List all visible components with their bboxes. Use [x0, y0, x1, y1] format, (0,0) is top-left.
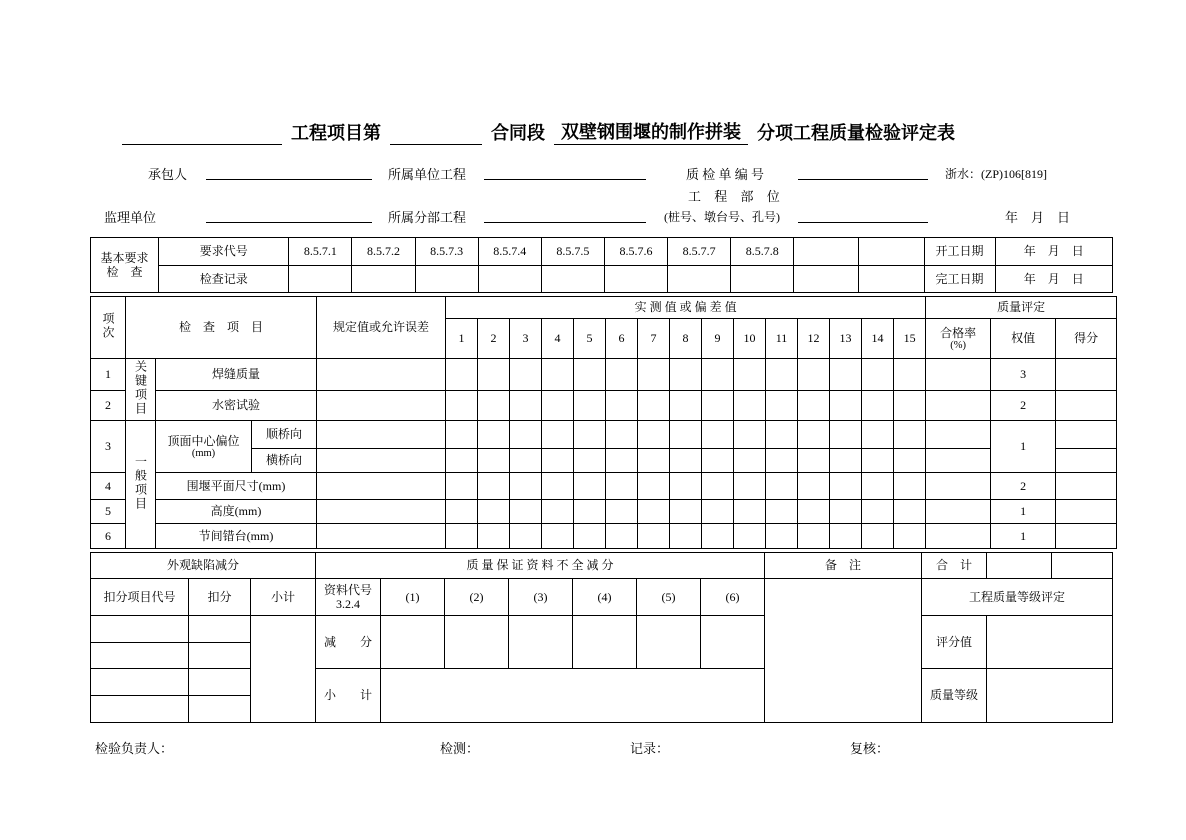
- measure-cell: [766, 473, 798, 500]
- empty-cell: [289, 266, 352, 293]
- sub-item-cell: 横桥向: [252, 449, 317, 473]
- grade-label: 质量等级: [922, 669, 987, 723]
- measure-cell: [734, 473, 766, 500]
- item-line2: (mm): [191, 447, 216, 459]
- measure-cell: [734, 500, 766, 524]
- measure-cell: [830, 524, 862, 549]
- row-no: 3: [91, 421, 126, 473]
- data-col-header: (2): [445, 579, 509, 616]
- data-code-line2: 3.2.4: [336, 597, 361, 611]
- col-header: 13: [830, 319, 862, 359]
- measure-cell: [638, 391, 670, 421]
- measure-cell: [478, 421, 510, 449]
- score-cell: [1056, 500, 1117, 524]
- start-date-value: 年 月 日: [995, 238, 1112, 266]
- deduct-code-cell: [91, 696, 189, 723]
- spec-header: 规定值或允许误差: [317, 297, 446, 359]
- subtotal2-label: 小 计: [316, 669, 381, 723]
- data-col-header: (6): [701, 579, 765, 616]
- start-date-label: 开工日期: [924, 238, 995, 266]
- item-cell: 焊缝质量: [156, 359, 317, 391]
- inspector-label: 检验负责人：: [95, 741, 174, 756]
- measure-cell: [478, 391, 510, 421]
- measure-cell: [734, 359, 766, 391]
- data-col-header: (4): [573, 579, 637, 616]
- measure-cell: [446, 391, 478, 421]
- empty-cell: [794, 266, 859, 293]
- col-header: 15: [894, 319, 926, 359]
- measure-cell: [670, 524, 702, 549]
- measure-cell: [638, 421, 670, 449]
- pass-rate-cell: [926, 359, 991, 391]
- measure-cell: [894, 421, 926, 449]
- measure-cell: [670, 421, 702, 449]
- no-header-text: 项次: [101, 311, 115, 340]
- empty-cell: [731, 266, 794, 293]
- measure-cell: [798, 421, 830, 449]
- project-part-label: 工 程 部 位: [688, 189, 785, 204]
- unit-project-label: 所属单位工程: [388, 167, 467, 182]
- date-label: 年 月 日: [1005, 210, 1071, 225]
- measure-cell: [510, 391, 542, 421]
- code-row-label: 要求代号: [159, 238, 289, 266]
- tester-label: 检测：: [440, 741, 480, 756]
- col-header: 7: [638, 319, 670, 359]
- grade-cell: [987, 669, 1113, 723]
- minus-label: 减 分: [316, 616, 381, 669]
- pass-rate-cell: [926, 524, 991, 549]
- measure-cell: [478, 449, 510, 473]
- measure-cell: [862, 359, 894, 391]
- col-header: 1: [446, 319, 478, 359]
- measure-cell: [798, 500, 830, 524]
- category-key: [126, 359, 156, 421]
- measure-cell: [734, 449, 766, 473]
- division-project-label: 所属分部工程: [388, 210, 467, 225]
- minus-cell: [445, 616, 509, 669]
- data-col-header: (5): [637, 579, 701, 616]
- measure-cell: [830, 500, 862, 524]
- blank-underline: [390, 124, 482, 145]
- deduct-header: 扣分: [189, 579, 251, 616]
- empty-cell: [859, 266, 924, 293]
- appearance-deduct-label: 外观缺陷减分: [91, 553, 316, 579]
- measure-cell: [606, 359, 638, 391]
- qc-no-label: 质 检 单 编 号: [686, 167, 765, 182]
- item-cell: 高度(mm): [156, 500, 317, 524]
- basic-label-line1: 基本要求: [100, 250, 149, 265]
- pass-rate-header: [926, 319, 991, 359]
- measure-cell: [542, 473, 574, 500]
- measure-cell: [606, 449, 638, 473]
- measure-cell: [766, 500, 798, 524]
- stake-label: (桩号、墩台号、孔号): [664, 210, 780, 224]
- measure-cell: [606, 524, 638, 549]
- score-cell: [1056, 421, 1117, 449]
- data-code-header: [316, 579, 381, 616]
- measure-cell: [510, 421, 542, 449]
- doc-code: 浙水：(ZP)106[819]: [945, 167, 1047, 181]
- form-title: [122, 118, 964, 145]
- measure-cell: [606, 500, 638, 524]
- measure-cell: [574, 500, 606, 524]
- no-header: [91, 297, 126, 359]
- col-header: 9: [702, 319, 734, 359]
- basic-check-label: [91, 238, 159, 293]
- empty-cell: [478, 266, 541, 293]
- measure-cell: [862, 391, 894, 421]
- blank-underline: [122, 124, 282, 145]
- pass-rate-cell: [926, 421, 991, 449]
- measure-cell: [574, 449, 606, 473]
- weight-cell: 2: [991, 473, 1056, 500]
- col-header: 6: [606, 319, 638, 359]
- weight-cell: 1: [991, 500, 1056, 524]
- minus-cell: [701, 616, 765, 669]
- minus-cell: [509, 616, 573, 669]
- item-cell: 水密试验: [156, 391, 317, 421]
- pass-rate-cell: [926, 473, 991, 500]
- deduct-code-cell: [91, 669, 189, 696]
- measure-cell: [638, 359, 670, 391]
- measure-cell: [670, 449, 702, 473]
- measure-cell: [766, 421, 798, 449]
- spec-cell: [317, 391, 446, 421]
- measure-cell: [734, 524, 766, 549]
- measure-cell: [894, 359, 926, 391]
- spec-cell: [317, 359, 446, 391]
- measure-cell: [862, 524, 894, 549]
- deduct-code-cell: [91, 643, 189, 669]
- measure-cell: [670, 391, 702, 421]
- title-part1: 工程项目第: [291, 123, 381, 143]
- empty-cell: [859, 238, 924, 266]
- pass-rate-cell: [926, 391, 991, 421]
- empty-cell: [352, 266, 415, 293]
- measure-cell: [542, 524, 574, 549]
- measure-cell: [766, 391, 798, 421]
- measure-cell: [446, 359, 478, 391]
- col-header: 8: [670, 319, 702, 359]
- basic-check-table: [90, 237, 1113, 293]
- score-cell: [1056, 391, 1117, 421]
- total-label: 合 计: [922, 553, 987, 579]
- measure-cell: [446, 449, 478, 473]
- measure-cell: [798, 359, 830, 391]
- item-line1: 顶面中心偏位: [167, 433, 240, 448]
- qc-no-blank: [798, 164, 928, 180]
- col-header: 14: [862, 319, 894, 359]
- row-no: 6: [91, 524, 126, 549]
- measure-cell: [446, 500, 478, 524]
- category-key-text: 关键项目: [133, 359, 148, 416]
- subtotal-cell: [251, 616, 316, 723]
- empty-cell: [668, 266, 731, 293]
- measure-cell: [542, 359, 574, 391]
- reviewer-label: 复核：: [850, 741, 890, 756]
- measure-cell: [798, 524, 830, 549]
- weight-cell: 1: [991, 421, 1056, 473]
- minus-cell: [573, 616, 637, 669]
- inspection-table: [90, 296, 1117, 549]
- eval-header: 质量评定: [926, 297, 1117, 319]
- measure-cell: [894, 500, 926, 524]
- measure-cell: [542, 449, 574, 473]
- req-code: 8.5.7.1: [289, 238, 352, 266]
- score-value-label: 评分值: [922, 616, 987, 669]
- score-header: 得分: [1056, 319, 1117, 359]
- measure-cell: [542, 391, 574, 421]
- item-cell: 围堰平面尺寸(mm): [156, 473, 317, 500]
- measure-cell: [862, 449, 894, 473]
- weight-cell: 2: [991, 391, 1056, 421]
- measure-cell: [606, 421, 638, 449]
- measure-cell: [510, 524, 542, 549]
- pass-rate-line1: 合格率: [940, 325, 977, 340]
- measure-cell: [446, 524, 478, 549]
- measure-cell: [446, 473, 478, 500]
- measure-cell: [638, 524, 670, 549]
- measure-cell: [766, 524, 798, 549]
- measure-cell: [542, 500, 574, 524]
- measure-cell: [606, 473, 638, 500]
- deduct-cell: [189, 616, 251, 643]
- measure-cell: [862, 421, 894, 449]
- measure-cell: [510, 500, 542, 524]
- col-header: 2: [478, 319, 510, 359]
- subtotal2-cell: [381, 669, 765, 723]
- weight-cell: 3: [991, 359, 1056, 391]
- measure-cell: [574, 524, 606, 549]
- measure-cell: [702, 391, 734, 421]
- empty-cell: [541, 266, 604, 293]
- measure-cell: [702, 473, 734, 500]
- col-header: 11: [766, 319, 798, 359]
- scoring-table: [90, 552, 1113, 723]
- grade-eval-header: 工程质量等级评定: [922, 579, 1113, 616]
- spec-cell: [317, 421, 446, 449]
- measure-cell: [638, 473, 670, 500]
- stake-blank: [798, 207, 928, 223]
- supervisor-label: 监理单位: [104, 210, 157, 225]
- remark-label: 备 注: [765, 553, 922, 579]
- measure-cell: [830, 473, 862, 500]
- col-header: 3: [510, 319, 542, 359]
- measure-cell: [830, 359, 862, 391]
- data-code-line1: 资料代号: [324, 582, 373, 597]
- req-code: 8.5.7.6: [604, 238, 667, 266]
- measure-cell: [478, 473, 510, 500]
- col-header: 12: [798, 319, 830, 359]
- measure-cell: [446, 421, 478, 449]
- item-header: 检 查 项 目: [126, 297, 317, 359]
- score-cell: [1056, 473, 1117, 500]
- supervisor-blank: [206, 207, 372, 223]
- minus-cell: [381, 616, 445, 669]
- contractor-blank: [206, 164, 372, 180]
- empty-cell: [604, 266, 667, 293]
- measure-cell: [542, 421, 574, 449]
- contractor-label: 承包人: [148, 167, 188, 182]
- measure-cell: [638, 449, 670, 473]
- category-general-text: 一般项目: [133, 454, 148, 511]
- measure-cell: [894, 524, 926, 549]
- measure-cell: [510, 473, 542, 500]
- item-cell: 节间错台(mm): [156, 524, 317, 549]
- measure-cell: [894, 391, 926, 421]
- measure-cell: [798, 473, 830, 500]
- measured-header: 实 测 值 或 偏 差 值: [446, 297, 926, 319]
- division-project-blank: [484, 207, 646, 223]
- row-no: 1: [91, 359, 126, 391]
- pass-rate-cell: [926, 500, 991, 524]
- category-general: [126, 421, 156, 549]
- minus-cell: [637, 616, 701, 669]
- measure-cell: [702, 524, 734, 549]
- row-no: 5: [91, 500, 126, 524]
- item-cell: [156, 421, 252, 473]
- measure-cell: [734, 421, 766, 449]
- measure-cell: [830, 449, 862, 473]
- measure-cell: [510, 449, 542, 473]
- qa-deduct-label: 质 量 保 证 资 料 不 全 减 分: [316, 553, 765, 579]
- title-part3: 分项工程质量检验评定表: [757, 123, 955, 143]
- deduct-code-cell: [91, 616, 189, 643]
- data-col-header: (1): [381, 579, 445, 616]
- measure-cell: [702, 359, 734, 391]
- spec-cell: [317, 473, 446, 500]
- finish-date-value: 年 月 日: [995, 266, 1112, 293]
- req-code: 8.5.7.3: [415, 238, 478, 266]
- measure-cell: [670, 359, 702, 391]
- measure-cell: [606, 391, 638, 421]
- measure-cell: [574, 473, 606, 500]
- measure-cell: [830, 391, 862, 421]
- title-part2: 合同段: [491, 123, 545, 143]
- measure-cell: [734, 391, 766, 421]
- remark-cell: [765, 579, 922, 723]
- weight-header: 权值: [991, 319, 1056, 359]
- score-cell: [1056, 359, 1117, 391]
- measure-cell: [830, 421, 862, 449]
- measure-cell: [766, 359, 798, 391]
- measure-cell: [798, 449, 830, 473]
- empty-cell: [415, 266, 478, 293]
- spec-cell: [317, 524, 446, 549]
- empty-cell: [1052, 553, 1113, 579]
- col-header: 4: [542, 319, 574, 359]
- basic-label-line2: 检 查: [106, 265, 143, 279]
- measure-cell: [702, 500, 734, 524]
- deduct-code-header: 扣分项目代号: [91, 579, 189, 616]
- req-code: 8.5.7.2: [352, 238, 415, 266]
- measure-cell: [894, 449, 926, 473]
- empty-cell: [794, 238, 859, 266]
- pass-rate-cell: [926, 449, 991, 473]
- col-header: 10: [734, 319, 766, 359]
- score-cell: [1056, 449, 1117, 473]
- data-col-header: (3): [509, 579, 573, 616]
- weight-cell: 1: [991, 524, 1056, 549]
- measure-cell: [670, 473, 702, 500]
- record-row-label: 检查记录: [159, 266, 289, 293]
- sub-item-cell: 顺桥向: [252, 421, 317, 449]
- measure-cell: [478, 500, 510, 524]
- row-no: 2: [91, 391, 126, 421]
- score-value-cell: [987, 616, 1113, 669]
- col-header: 5: [574, 319, 606, 359]
- measure-cell: [510, 359, 542, 391]
- title-subproject: 双壁钢围堰的制作拼装: [554, 118, 748, 145]
- spec-cell: [317, 500, 446, 524]
- measure-cell: [478, 524, 510, 549]
- measure-cell: [574, 391, 606, 421]
- measure-cell: [702, 449, 734, 473]
- score-cell: [1056, 524, 1117, 549]
- measure-cell: [670, 500, 702, 524]
- unit-project-blank: [484, 164, 646, 180]
- deduct-cell: [189, 669, 251, 696]
- spec-cell: [317, 449, 446, 473]
- measure-cell: [478, 359, 510, 391]
- subtotal-header: 小计: [251, 579, 316, 616]
- measure-cell: [862, 473, 894, 500]
- deduct-cell: [189, 643, 251, 669]
- finish-date-label: 完工日期: [924, 266, 995, 293]
- measure-cell: [574, 359, 606, 391]
- req-code: 8.5.7.8: [731, 238, 794, 266]
- measure-cell: [574, 421, 606, 449]
- deduct-cell: [189, 696, 251, 723]
- pass-rate-line2: (%): [950, 339, 967, 351]
- measure-cell: [894, 473, 926, 500]
- req-code: 8.5.7.5: [541, 238, 604, 266]
- measure-cell: [798, 391, 830, 421]
- measure-cell: [862, 500, 894, 524]
- row-no: 4: [91, 473, 126, 500]
- measure-cell: [702, 421, 734, 449]
- req-code: 8.5.7.4: [478, 238, 541, 266]
- measure-cell: [638, 500, 670, 524]
- req-code: 8.5.7.7: [668, 238, 731, 266]
- measure-cell: [766, 449, 798, 473]
- recorder-label: 记录：: [630, 741, 670, 756]
- empty-cell: [987, 553, 1052, 579]
